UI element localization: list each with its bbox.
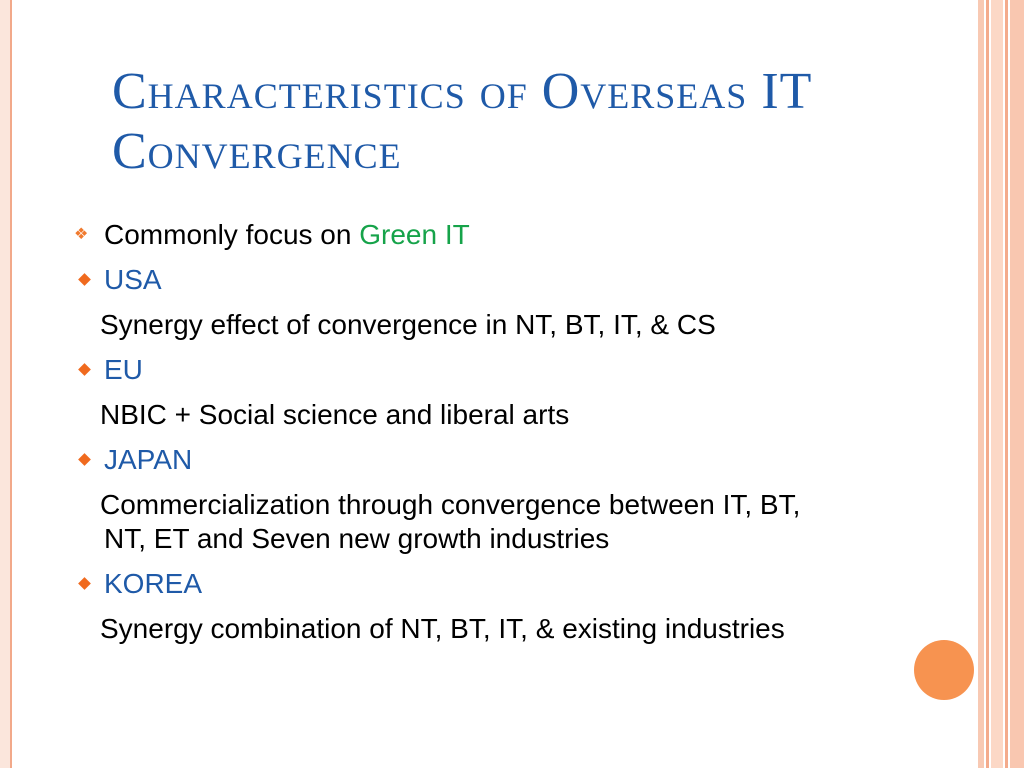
slide-title: Characteristics of Overseas IT Convergence: [112, 63, 812, 180]
stripe: [1005, 0, 1008, 768]
country-label: JAPAN: [104, 444, 193, 475]
stripe: [991, 0, 1003, 768]
intro-bullet: [74, 218, 974, 252]
description-text: Synergy effect of convergence in NT, BT, IT, & CS: [100, 309, 716, 340]
diamond-bullet-icon: [78, 577, 91, 590]
green-it-highlight: Green IT: [359, 219, 470, 250]
right-stripes-decoration: [976, 0, 1024, 768]
description-text: NBIC + Social science and liberal arts: [100, 399, 570, 430]
description-text-line2: NT, ET and Seven new growth industries: [104, 523, 610, 554]
diamond-bullet-icon: [78, 273, 91, 286]
country-label: USA: [104, 264, 162, 295]
diamond-bullet-icon: [78, 453, 91, 466]
stripe: [986, 0, 989, 768]
slide-content: [74, 218, 974, 657]
country-bullet-japan: [74, 443, 974, 477]
country-description: [74, 308, 974, 342]
description-text: Synergy combination of NT, BT, IT, & existing industries: [100, 613, 785, 644]
country-label: EU: [104, 354, 143, 385]
sparkle-bullet-icon: ❖: [74, 226, 89, 243]
country-description: [74, 612, 974, 646]
description-text-line1: Commercialization through convergence between IT, BT,: [100, 489, 801, 520]
stripe: [1010, 0, 1024, 768]
country-bullet-korea: [74, 567, 974, 601]
intro-text: Commonly focus on: [104, 219, 360, 250]
country-description: [74, 398, 974, 432]
left-border-decoration: [0, 0, 12, 768]
stripe: [978, 0, 984, 768]
country-label: KOREA: [104, 568, 203, 599]
country-bullet-usa: [74, 263, 974, 297]
country-description: [74, 488, 974, 556]
country-bullet-eu: [74, 353, 974, 387]
diamond-bullet-icon: [78, 363, 91, 376]
